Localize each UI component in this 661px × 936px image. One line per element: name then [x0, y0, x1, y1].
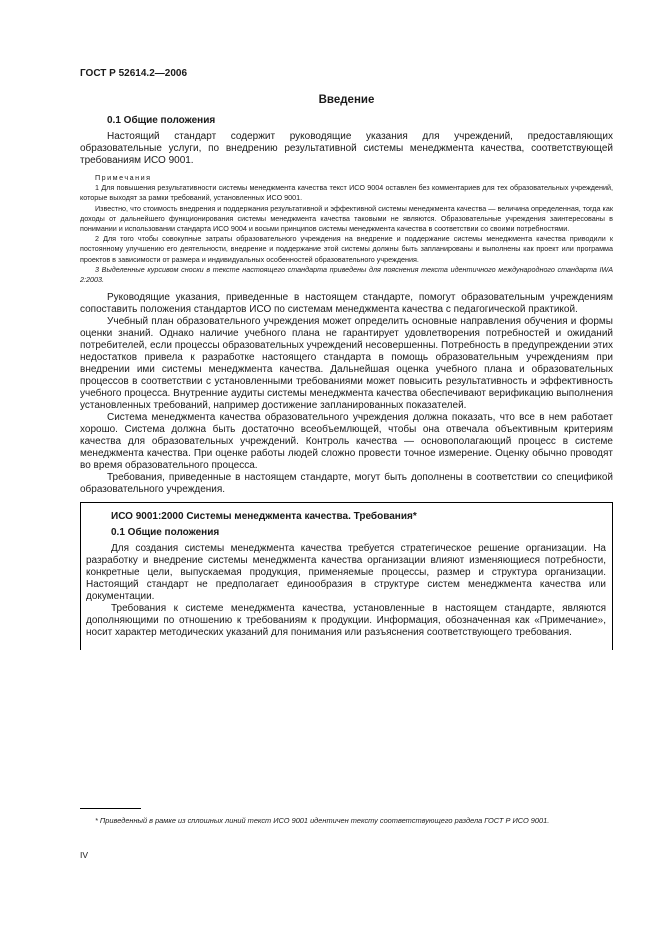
footnote-divider: [80, 808, 141, 809]
note-item: 2 Для того чтобы совокупные затраты образовательного учреждения на внедрение и поддержание системы менеджмента качества приводили к постоянному улучшению его деятельности, внедрение и поддержание этой системы должны быть запланированы и выполнены как проект или программа проектов в зависимости от размера и индивидуальных особенностей образовательного учреждения.: [80, 234, 613, 264]
notes-heading: Примечания: [95, 173, 152, 182]
box-title: ИСО 9001:2000 Системы менеджмента качества. Требования*: [111, 511, 417, 523]
body-paragraph: Руководящие указания, приведенные в настоящем стандарте, помогут образовательным учреждениям сопоставить положения стандартов ИСО по системам менеджмента качества с педагогической практикой.: [80, 292, 613, 316]
box-paragraph: Для создания системы менеджмента качества требуется стратегическое решение организации. На разработку и внедрение системы менеджмента качества организации влияют изменяющиеся потребности, конкретные цели, выпускаемая продукция, применяемые процессы, размер и структура организации. Настоящий стандарт не предполагает единообразия в структуре систем менеджмента качества или документации.: [86, 543, 606, 602]
section-heading: 0.1 Общие положения: [107, 115, 216, 126]
body-paragraph: Система менеджмента качества образовательного учреждения должна показать, что все в нем работает хорошо. Система должна быть достаточно всеобъемлющей, чтобы она отвечала объективным критериям качества для образовательных учреждений. Контроль качества — основополагающий процесс в системе менеджмента качества. При оценке работы людей сложно провести точное измерение. Оценку обычно проводят во время образовательного процесса.: [80, 412, 613, 472]
note-item: 1 Для повышения результативности системы менеджмента качества текст ИСО 9004 оставлен без комментариев для тех образовательных учреждений, которые выходят за рамки требований, установленных ИСО 9001.: [80, 183, 613, 203]
note-item: 3 Выделенные курсивом сноски в тексте настоящего стандарта приведены для пояснения текста идентичного международного стандарта IWA 2:2003.: [80, 264, 613, 285]
notes-block: [80, 173, 613, 285]
body-paragraph: Учебный план образовательного учреждения может определить основные направления обучения и формы оценки знаний. Однако наличие учебного плана не гарантирует удовлетворения потребностей и ожиданий потребителей, если процессы образовательных учреждений несовершенны. Потребность в предупреждении этих недостатков привела к разработке настоящего стандарта в помощь образовательным учреждениям при внедрении ими системы менеджмента качества. Дальнейшая оценка учебного плана и образовательных процессов в соответствии с установленными требованиями может повысить результативность и эффективность учебного процесса. Внутренние аудиты системы менеджмента качества обеспечивают верификацию выполнения установленных требований, например достижение запланированных показателей.: [80, 316, 613, 412]
note-item: Известно, что стоимость внедрения и поддержания результативной и эффективной системы менеджмента качества — величина определенная, тогда как доходы от дальнейшего функционирования системы менеджмента качества таковыми не являются. Образовательные учреждения заинтересованы в понимании и использовании стандарта ИСО 9004 и восьми принципов системы менеджмента качества в соответствии со своими потребностями.: [80, 203, 613, 234]
intro-paragraph: Настоящий стандарт содержит руководящие указания для учреждений, предоставляющих образовательные услуги, по внедрению результативной системы менеджмента качества, соответствующей требованиям ИСО 9001.: [80, 131, 613, 166]
footnote: * Приведенный в рамке из сплошных линий текст ИСО 9001 идентичен тексту соответствующего раздела ГОСТ Р ИСО 9001.: [95, 816, 550, 825]
iso-quote-box: [80, 502, 613, 650]
box-paragraph: Требования к системе менеджмента качества, установленные в настоящем стандарте, являются дополняющими по отношению к требованиям к продукции. Информация, обозначенная как «Примечание», носит характер методических указаний для понимания или разъяснения соответствующего требования.: [86, 602, 606, 638]
page-content: [80, 94, 613, 650]
body-paragraph: Требования, приведенные в настоящем стандарте, могут быть дополнены в соответствии со спецификой образовательного учреждения.: [80, 472, 613, 496]
document-id-header: ГОСТ Р 52614.2—2006: [80, 68, 188, 79]
page-number: IV: [80, 850, 89, 860]
page-title: Введение: [318, 94, 375, 106]
box-section-heading: 0.1 Общие положения: [111, 527, 220, 539]
